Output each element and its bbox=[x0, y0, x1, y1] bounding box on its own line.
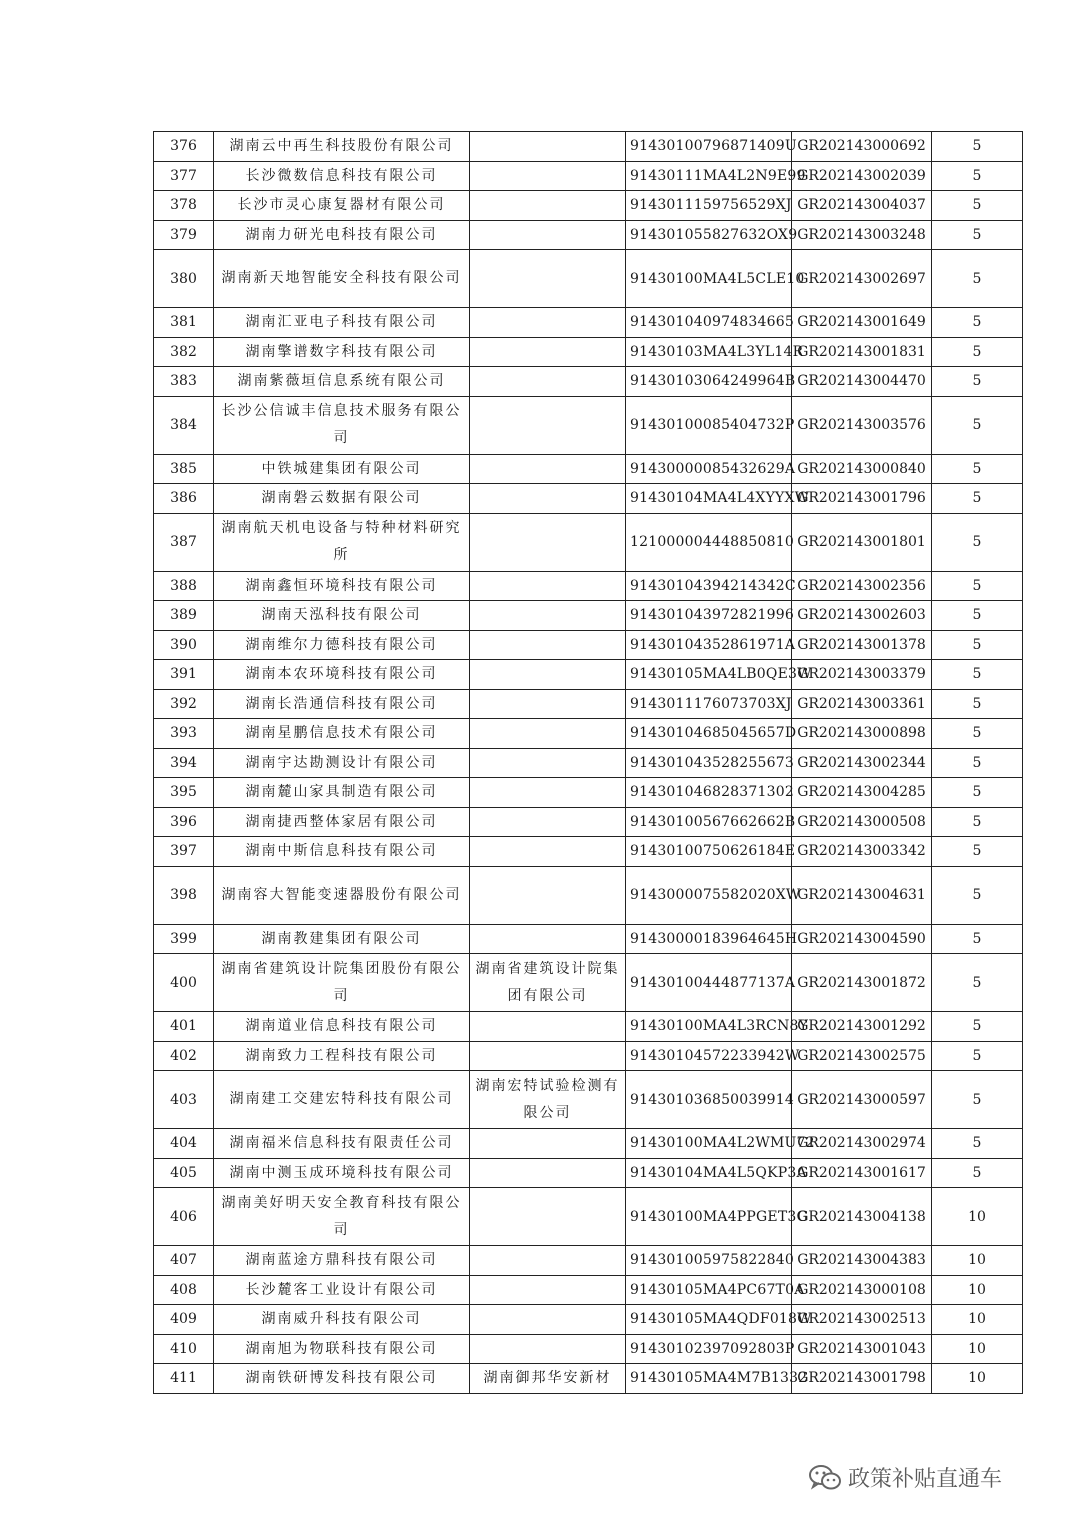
row-number: 394 bbox=[154, 748, 214, 778]
related-company bbox=[470, 1275, 626, 1305]
row-number: 409 bbox=[154, 1305, 214, 1335]
company-name: 湖南容大智能变速器股份有限公司 bbox=[214, 866, 470, 924]
credit-code: 91430105MA4PC67T0A bbox=[626, 1275, 792, 1305]
credit-code: 914301043972821996 bbox=[626, 601, 792, 631]
credit-code: 91430100085404732P bbox=[626, 396, 792, 454]
company-name: 湖南道业信息科技有限公司 bbox=[214, 1012, 470, 1042]
credit-code: 914301055827632OX9 bbox=[626, 220, 792, 250]
subsidy-amount: 5 bbox=[932, 601, 1023, 631]
credit-code: 91430104572233942W bbox=[626, 1041, 792, 1071]
row-number: 377 bbox=[154, 161, 214, 191]
certificate-number: GR202143003342 bbox=[792, 837, 932, 867]
wechat-icon bbox=[808, 1464, 842, 1492]
table-row bbox=[154, 132, 1023, 162]
company-name: 湖南新天地智能安全科技有限公司 bbox=[214, 250, 470, 308]
table-row bbox=[154, 191, 1023, 221]
related-company: 湖南省建筑设计院集团有限公司 bbox=[470, 954, 626, 1012]
credit-code: 91430000183964645H bbox=[626, 924, 792, 954]
row-number: 392 bbox=[154, 689, 214, 719]
certificate-number: GR202143003248 bbox=[792, 220, 932, 250]
related-company bbox=[470, 778, 626, 808]
row-number: 388 bbox=[154, 571, 214, 601]
row-number: 393 bbox=[154, 719, 214, 749]
row-number: 384 bbox=[154, 396, 214, 454]
table-row bbox=[154, 1246, 1023, 1276]
row-number: 385 bbox=[154, 454, 214, 484]
credit-code: 9143011159756529XJ bbox=[626, 191, 792, 221]
credit-code: 914301040974834665 bbox=[626, 308, 792, 338]
table-row bbox=[154, 484, 1023, 514]
subsidy-amount: 5 bbox=[932, 660, 1023, 690]
subsidy-amount: 5 bbox=[932, 454, 1023, 484]
credit-code: 91430100567662662B bbox=[626, 807, 792, 837]
certificate-number: GR202143001801 bbox=[792, 513, 932, 571]
table-row bbox=[154, 250, 1023, 308]
company-name: 湖南长浩通信科技有限公司 bbox=[214, 689, 470, 719]
table-row bbox=[154, 367, 1023, 397]
row-number: 410 bbox=[154, 1334, 214, 1364]
certificate-number: GR202143000108 bbox=[792, 1275, 932, 1305]
table-row bbox=[154, 866, 1023, 924]
certificate-number: GR202143000840 bbox=[792, 454, 932, 484]
related-company bbox=[470, 601, 626, 631]
company-name: 湖南力研光电科技有限公司 bbox=[214, 220, 470, 250]
subsidy-amount: 5 bbox=[932, 1071, 1023, 1129]
certificate-number: GR202143001617 bbox=[792, 1158, 932, 1188]
related-company bbox=[470, 630, 626, 660]
related-company bbox=[470, 513, 626, 571]
related-company bbox=[470, 689, 626, 719]
company-name: 长沙市灵心康复器材有限公司 bbox=[214, 191, 470, 221]
certificate-number: GR202143002356 bbox=[792, 571, 932, 601]
company-name: 湖南教建集团有限公司 bbox=[214, 924, 470, 954]
row-number: 401 bbox=[154, 1012, 214, 1042]
subsidy-amount: 5 bbox=[932, 1158, 1023, 1188]
related-company bbox=[470, 250, 626, 308]
table-row bbox=[154, 513, 1023, 571]
related-company bbox=[470, 1012, 626, 1042]
company-name: 湖南天泓科技有限公司 bbox=[214, 601, 470, 631]
certificate-number: GR202143001292 bbox=[792, 1012, 932, 1042]
related-company bbox=[470, 396, 626, 454]
credit-code: 91430000085432629A bbox=[626, 454, 792, 484]
credit-code: 91430104MA4L5QKP3A bbox=[626, 1158, 792, 1188]
row-number: 383 bbox=[154, 367, 214, 397]
table-row bbox=[154, 807, 1023, 837]
certificate-number: GR202143003379 bbox=[792, 660, 932, 690]
credit-code: 91430103MA4L3YL14R bbox=[626, 337, 792, 367]
table-row bbox=[154, 954, 1023, 1012]
subsidy-amount: 10 bbox=[932, 1305, 1023, 1335]
credit-code: 9143000075582020XW bbox=[626, 866, 792, 924]
row-number: 390 bbox=[154, 630, 214, 660]
company-name: 湖南磐云数据有限公司 bbox=[214, 484, 470, 514]
certificate-number: GR202143003576 bbox=[792, 396, 932, 454]
row-number: 381 bbox=[154, 308, 214, 338]
related-company bbox=[470, 807, 626, 837]
row-number: 403 bbox=[154, 1071, 214, 1129]
subsidy-amount: 5 bbox=[932, 837, 1023, 867]
table-row bbox=[154, 308, 1023, 338]
certificate-number: GR202143001378 bbox=[792, 630, 932, 660]
subsidy-amount: 5 bbox=[932, 1012, 1023, 1042]
certificate-number: GR202143001796 bbox=[792, 484, 932, 514]
table-row bbox=[154, 924, 1023, 954]
certificate-number: GR202143000508 bbox=[792, 807, 932, 837]
credit-code: 91430100444877137A bbox=[626, 954, 792, 1012]
credit-code: 91430103064249964B bbox=[626, 367, 792, 397]
table-row bbox=[154, 660, 1023, 690]
subsidy-amount: 5 bbox=[932, 748, 1023, 778]
credit-code: 91430105MA4M7B1332 bbox=[626, 1364, 792, 1394]
row-number: 405 bbox=[154, 1158, 214, 1188]
subsidy-amount: 5 bbox=[932, 630, 1023, 660]
row-number: 398 bbox=[154, 866, 214, 924]
company-name: 长沙公信诚丰信息技术服务有限公司 bbox=[214, 396, 470, 454]
row-number: 387 bbox=[154, 513, 214, 571]
certificate-number: GR202143002974 bbox=[792, 1129, 932, 1159]
row-number: 376 bbox=[154, 132, 214, 162]
row-number: 404 bbox=[154, 1129, 214, 1159]
subsidy-amount: 5 bbox=[932, 367, 1023, 397]
certificate-number: GR202143002575 bbox=[792, 1041, 932, 1071]
company-name: 湖南旭为物联科技有限公司 bbox=[214, 1334, 470, 1364]
credit-code: 91430100MA4PPGET3G bbox=[626, 1188, 792, 1246]
row-number: 380 bbox=[154, 250, 214, 308]
certificate-number: GR202143004590 bbox=[792, 924, 932, 954]
certificate-number: GR202143004285 bbox=[792, 778, 932, 808]
certificate-number: GR202143000898 bbox=[792, 719, 932, 749]
subsidy-amount: 5 bbox=[932, 1041, 1023, 1071]
certificate-number: GR202143001831 bbox=[792, 337, 932, 367]
watermark-text: 政策补贴直通车 bbox=[848, 1467, 1003, 1492]
company-name: 湖南蓝途方鼎科技有限公司 bbox=[214, 1246, 470, 1276]
related-company bbox=[470, 1158, 626, 1188]
related-company bbox=[470, 220, 626, 250]
company-name: 湖南云中再生科技股份有限公司 bbox=[214, 132, 470, 162]
credit-code: 121000004448850810 bbox=[626, 513, 792, 571]
subsidy-amount: 5 bbox=[932, 220, 1023, 250]
company-name: 湖南美好明天安全教育科技有限公司 bbox=[214, 1188, 470, 1246]
subsidy-amount: 5 bbox=[932, 1129, 1023, 1159]
subsidy-amount: 5 bbox=[932, 513, 1023, 571]
certificate-number: GR202143001043 bbox=[792, 1334, 932, 1364]
company-name: 湖南省建筑设计院集团股份有限公司 bbox=[214, 954, 470, 1012]
company-name: 湖南铁研博发科技有限公司 bbox=[214, 1364, 470, 1394]
table-row bbox=[154, 837, 1023, 867]
subsidy-amount: 5 bbox=[932, 337, 1023, 367]
credit-code: 91430100796871409U bbox=[626, 132, 792, 162]
row-number: 399 bbox=[154, 924, 214, 954]
company-name: 长沙麓客工业设计有限公司 bbox=[214, 1275, 470, 1305]
credit-code: 91430102397092803P bbox=[626, 1334, 792, 1364]
related-company bbox=[470, 660, 626, 690]
row-number: 395 bbox=[154, 778, 214, 808]
table-row bbox=[154, 1041, 1023, 1071]
subsidy-amount: 10 bbox=[932, 1334, 1023, 1364]
company-name: 湖南星鹏信息技术有限公司 bbox=[214, 719, 470, 749]
related-company bbox=[470, 337, 626, 367]
related-company bbox=[470, 1188, 626, 1246]
credit-code: 91430100750626184E bbox=[626, 837, 792, 867]
subsidy-amount: 5 bbox=[932, 954, 1023, 1012]
subsidy-amount: 5 bbox=[932, 689, 1023, 719]
company-name: 中铁城建集团有限公司 bbox=[214, 454, 470, 484]
row-number: 397 bbox=[154, 837, 214, 867]
credit-code: 91430100MA4L3RCN8Y bbox=[626, 1012, 792, 1042]
related-company bbox=[470, 191, 626, 221]
row-number: 411 bbox=[154, 1364, 214, 1394]
company-table bbox=[153, 131, 1023, 1394]
subsidy-amount: 10 bbox=[932, 1275, 1023, 1305]
row-number: 386 bbox=[154, 484, 214, 514]
company-name: 湖南鑫恒环境科技有限公司 bbox=[214, 571, 470, 601]
table-row bbox=[154, 337, 1023, 367]
company-name: 湖南维尔力德科技有限公司 bbox=[214, 630, 470, 660]
credit-code: 91430105MA4LB0QE3W bbox=[626, 660, 792, 690]
table-row bbox=[154, 1364, 1023, 1394]
table-row bbox=[154, 1158, 1023, 1188]
certificate-number: GR202143002039 bbox=[792, 161, 932, 191]
row-number: 407 bbox=[154, 1246, 214, 1276]
credit-code: 91430104685045657D bbox=[626, 719, 792, 749]
row-number: 379 bbox=[154, 220, 214, 250]
company-name: 湖南中斯信息科技有限公司 bbox=[214, 837, 470, 867]
company-name: 湖南致力工程科技有限公司 bbox=[214, 1041, 470, 1071]
related-company bbox=[470, 748, 626, 778]
company-name: 湖南擎谱数字科技有限公司 bbox=[214, 337, 470, 367]
certificate-number: GR202143004631 bbox=[792, 866, 932, 924]
related-company bbox=[470, 924, 626, 954]
table-row bbox=[154, 1129, 1023, 1159]
table-row bbox=[154, 630, 1023, 660]
row-number: 408 bbox=[154, 1275, 214, 1305]
table-row bbox=[154, 396, 1023, 454]
table-body bbox=[154, 132, 1023, 1394]
watermark bbox=[808, 1462, 1002, 1493]
related-company bbox=[470, 308, 626, 338]
table-row bbox=[154, 1334, 1023, 1364]
company-name: 湖南麓山家具制造有限公司 bbox=[214, 778, 470, 808]
subsidy-amount: 5 bbox=[932, 132, 1023, 162]
subsidy-amount: 5 bbox=[932, 161, 1023, 191]
certificate-number: GR202143001798 bbox=[792, 1364, 932, 1394]
certificate-number: GR202143002603 bbox=[792, 601, 932, 631]
credit-code: 91430104MA4L4XYYXW bbox=[626, 484, 792, 514]
related-company bbox=[470, 1129, 626, 1159]
credit-code: 914301005975822840 bbox=[626, 1246, 792, 1276]
credit-code: 91430105MA4QDF018W bbox=[626, 1305, 792, 1335]
related-company bbox=[470, 1305, 626, 1335]
subsidy-amount: 10 bbox=[932, 1246, 1023, 1276]
subsidy-amount: 10 bbox=[932, 1188, 1023, 1246]
company-name: 长沙微数信息科技有限公司 bbox=[214, 161, 470, 191]
credit-code: 91430100MA4L2WMU72 bbox=[626, 1129, 792, 1159]
subsidy-amount: 5 bbox=[932, 778, 1023, 808]
credit-code: 9143011176073703XJ bbox=[626, 689, 792, 719]
row-number: 396 bbox=[154, 807, 214, 837]
company-name: 湖南福米信息科技有限责任公司 bbox=[214, 1129, 470, 1159]
related-company bbox=[470, 484, 626, 514]
credit-code: 914301043528255673 bbox=[626, 748, 792, 778]
subsidy-amount: 5 bbox=[932, 484, 1023, 514]
company-name: 湖南航天机电设备与特种材料研究所 bbox=[214, 513, 470, 571]
table-row bbox=[154, 571, 1023, 601]
credit-code: 914301046828371302 bbox=[626, 778, 792, 808]
certificate-number: GR202143002513 bbox=[792, 1305, 932, 1335]
subsidy-amount: 10 bbox=[932, 1364, 1023, 1394]
credit-code: 914301036850039914 bbox=[626, 1071, 792, 1129]
related-company bbox=[470, 866, 626, 924]
credit-code: 91430104394214342C bbox=[626, 571, 792, 601]
related-company bbox=[470, 1334, 626, 1364]
table-row bbox=[154, 748, 1023, 778]
related-company bbox=[470, 367, 626, 397]
subsidy-amount: 5 bbox=[932, 719, 1023, 749]
table-row bbox=[154, 1275, 1023, 1305]
related-company bbox=[470, 837, 626, 867]
certificate-number: GR202143004037 bbox=[792, 191, 932, 221]
row-number: 391 bbox=[154, 660, 214, 690]
related-company bbox=[470, 719, 626, 749]
credit-code: 91430100MA4L5CLE10 bbox=[626, 250, 792, 308]
subsidy-amount: 5 bbox=[932, 308, 1023, 338]
related-company bbox=[470, 132, 626, 162]
row-number: 400 bbox=[154, 954, 214, 1012]
table-row bbox=[154, 1305, 1023, 1335]
row-number: 402 bbox=[154, 1041, 214, 1071]
certificate-number: GR202143000692 bbox=[792, 132, 932, 162]
subsidy-amount: 5 bbox=[932, 866, 1023, 924]
table-row bbox=[154, 778, 1023, 808]
table-row bbox=[154, 1188, 1023, 1246]
company-name: 湖南本农环境科技有限公司 bbox=[214, 660, 470, 690]
certificate-number: GR202143000597 bbox=[792, 1071, 932, 1129]
table-row bbox=[154, 1012, 1023, 1042]
subsidy-amount: 5 bbox=[932, 396, 1023, 454]
table-row bbox=[154, 689, 1023, 719]
certificate-number: GR202143002697 bbox=[792, 250, 932, 308]
certificate-number: GR202143003361 bbox=[792, 689, 932, 719]
certificate-number: GR202143001872 bbox=[792, 954, 932, 1012]
table-row bbox=[154, 1071, 1023, 1129]
company-name: 湖南汇亚电子科技有限公司 bbox=[214, 308, 470, 338]
related-company bbox=[470, 1246, 626, 1276]
certificate-number: GR202143004138 bbox=[792, 1188, 932, 1246]
certificate-number: GR202143001649 bbox=[792, 308, 932, 338]
company-name: 湖南捷西整体家居有限公司 bbox=[214, 807, 470, 837]
company-name: 湖南紫薇垣信息系统有限公司 bbox=[214, 367, 470, 397]
row-number: 382 bbox=[154, 337, 214, 367]
credit-code: 91430104352861971A bbox=[626, 630, 792, 660]
row-number: 378 bbox=[154, 191, 214, 221]
row-number: 389 bbox=[154, 601, 214, 631]
related-company bbox=[470, 1041, 626, 1071]
certificate-number: GR202143002344 bbox=[792, 748, 932, 778]
subsidy-amount: 5 bbox=[932, 250, 1023, 308]
subsidy-amount: 5 bbox=[932, 571, 1023, 601]
table-row bbox=[154, 161, 1023, 191]
company-name: 湖南威升科技有限公司 bbox=[214, 1305, 470, 1335]
related-company bbox=[470, 571, 626, 601]
table-row bbox=[154, 601, 1023, 631]
certificate-number: GR202143004383 bbox=[792, 1246, 932, 1276]
company-name: 湖南宇达勘测设计有限公司 bbox=[214, 748, 470, 778]
table-row bbox=[154, 220, 1023, 250]
subsidy-amount: 5 bbox=[932, 191, 1023, 221]
subsidy-amount: 5 bbox=[932, 924, 1023, 954]
row-number: 406 bbox=[154, 1188, 214, 1246]
related-company bbox=[470, 161, 626, 191]
subsidy-amount: 5 bbox=[932, 807, 1023, 837]
related-company bbox=[470, 454, 626, 484]
table-row bbox=[154, 719, 1023, 749]
certificate-number: GR202143004470 bbox=[792, 367, 932, 397]
related-company: 湖南宏特试验检测有限公司 bbox=[470, 1071, 626, 1129]
table-row bbox=[154, 454, 1023, 484]
related-company: 湖南御邦华安新材 bbox=[470, 1364, 626, 1394]
credit-code: 91430111MA4L2N9E99 bbox=[626, 161, 792, 191]
company-name: 湖南中测玉成环境科技有限公司 bbox=[214, 1158, 470, 1188]
company-name: 湖南建工交建宏特科技有限公司 bbox=[214, 1071, 470, 1129]
